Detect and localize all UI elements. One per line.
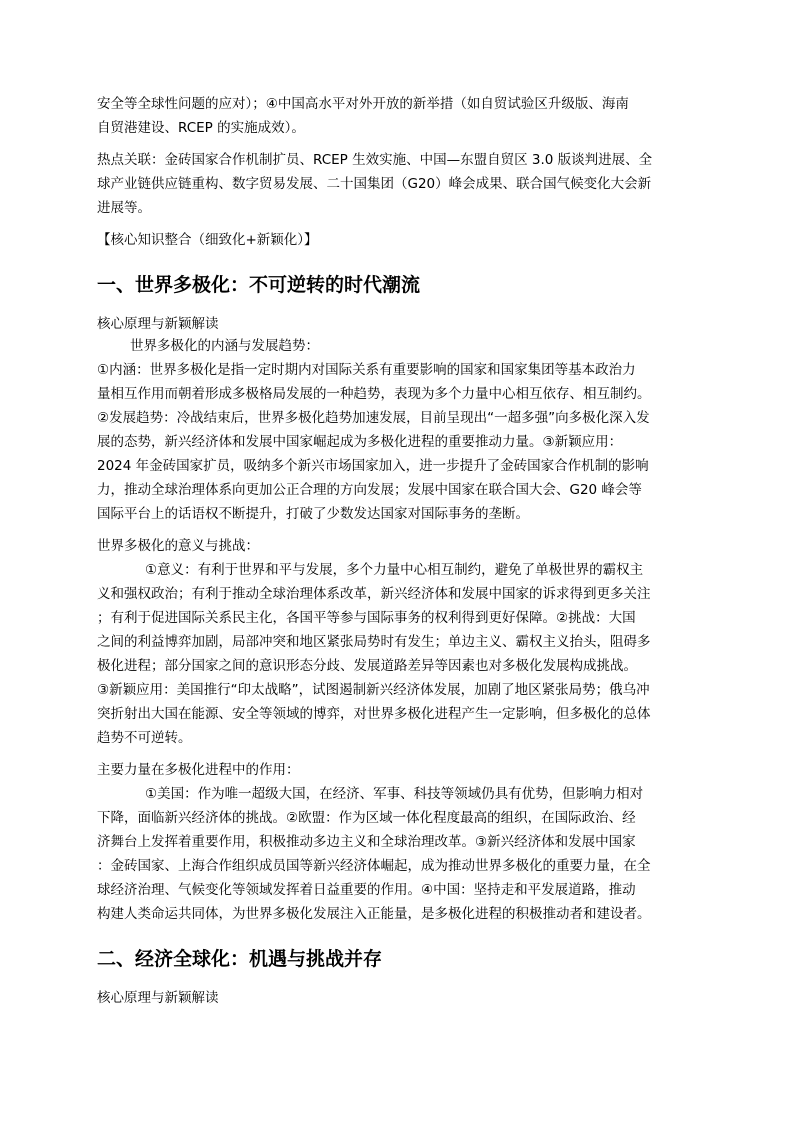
subheading: 核心原理与新颖解读: [97, 990, 219, 1006]
paragraph-line: 展的态势，新兴经济体和发展中国家崛起成为多极化进程的重要推动力量。③新颖应用：: [97, 434, 623, 450]
section-heading: 二、经济全球化：机遇与挑战并存: [97, 948, 383, 970]
paragraph-line: 力，推动全球治理体系向更加公正合理的方向发展；发展中国家在联合国大会、G20 峰会等: [97, 482, 642, 498]
subheading: 世界多极化的意义与挑战：: [97, 538, 259, 554]
paragraph-line: 2024 年金砖国家扩员，吸纳多个新兴市场国家加入，进一步提升了金砖国家合作机制的影响: [97, 458, 649, 474]
paragraph-line: 构建人类命运共同体，为世界多极化发展注入正能量，是多极化进程的积极推动者和建设者。: [97, 906, 651, 922]
paragraph-line: 球产业链供应链重构、数字贸易发展、二十国集团（G20）峰会成果、联合国气候变化大会新: [97, 176, 652, 192]
paragraph-line: 国际平台上的话语权不断提升，打破了少数发达国家对国际事务的垄断。: [97, 506, 529, 522]
paragraph-line: 之间的利益博弈加剧，局部冲突和地区紧张局势时有发生；单边主义、霸权主义抬头，阻碍多: [97, 634, 651, 650]
subheading: 世界多极化的内涵与发展趋势：: [130, 338, 319, 354]
paragraph-line: ①美国：作为唯一超级大国，在经济、军事、科技等领域仍具有优势，但影响力相对: [145, 786, 644, 802]
section-heading: 一、世界多极化：不可逆转的时代潮流: [97, 274, 421, 296]
paragraph-line: ①内涵：世界多极化是指一定时期内对国际关系有重要影响的国家和国家集团等基本政治力: [97, 362, 636, 378]
section-intro: 【核心知识整合（细致化+新颖化）】: [97, 232, 318, 248]
paragraph-line: ②发展趋势：冷战结束后，世界多极化趋势加速发展，目前呈现出“一超多强”向多极化深入发: [97, 410, 650, 426]
paragraph-line: 济舞台上发挥着重要作用，积极推动多边主义和全球治理改革。③新兴经济体和发展中国家: [97, 834, 636, 850]
paragraph-line: ①意义：有利于世界和平与发展，多个力量中心相互制约，避免了单极世界的霸权主: [145, 562, 644, 578]
paragraph-line: 热点关联：金砖国家合作机制扩员、RCEP 生效实施、中国—东盟自贸区 3.0 版谈判进展、全: [97, 152, 653, 168]
paragraph-line: 极化进程；部分国家之间的意识形态分歧、发展道路差异等因素也对多极化发展构成挑战。: [97, 658, 637, 674]
paragraph-line: 球经济治理、气候变化等领域发挥着日益重要的作用。④中国：坚持走和平发展道路，推动: [97, 882, 636, 898]
paragraph-line: ③新颖应用：美国推行“印太战略”，试图遏制新兴经济体发展，加剧了地区紧张局势；俄乌冲: [97, 682, 650, 698]
paragraph-line: ；有利于促进国际关系民主化，各国平等参与国际事务的权利得到更好保障。②挑战：大国: [97, 610, 636, 626]
paragraph-line: 下降，面临新兴经济体的挑战。②欧盟：作为区域一体化程度最高的组织，在国际政治、经: [97, 810, 636, 826]
paragraph-line: 进展等。: [97, 200, 151, 216]
subheading: 主要力量在多极化进程中的作用：: [97, 762, 300, 778]
paragraph-line: ：金砖国家、上海合作组织成员国等新兴经济体崛起，成为推动世界多极化的重要力量，在全: [97, 858, 651, 874]
paragraph-line: 自贸港建设、RCEP 的实施成效）。: [97, 120, 305, 136]
paragraph-line: 趋势不可逆转。: [97, 730, 192, 746]
paragraph-line: 突折射出大国在能源、安全等领域的博弈，对世界多极化进程产生一定影响，但多极化的总体: [97, 706, 651, 722]
paragraph-line: 义和强权政治；有利于推动全球治理体系改革，新兴经济体和发展中国家的诉求得到更多关注: [97, 586, 651, 602]
subheading: 核心原理与新颖解读: [97, 316, 219, 332]
paragraph-line: 安全等全球性问题的应对）；④中国高水平对外开放的新举措（如自贸试验区升级版、海南: [97, 96, 629, 112]
paragraph-line: 量相互作用而朝着形成多极格局发展的一种趋势，表现为多个力量中心相互依存、相互制约。: [97, 386, 651, 402]
